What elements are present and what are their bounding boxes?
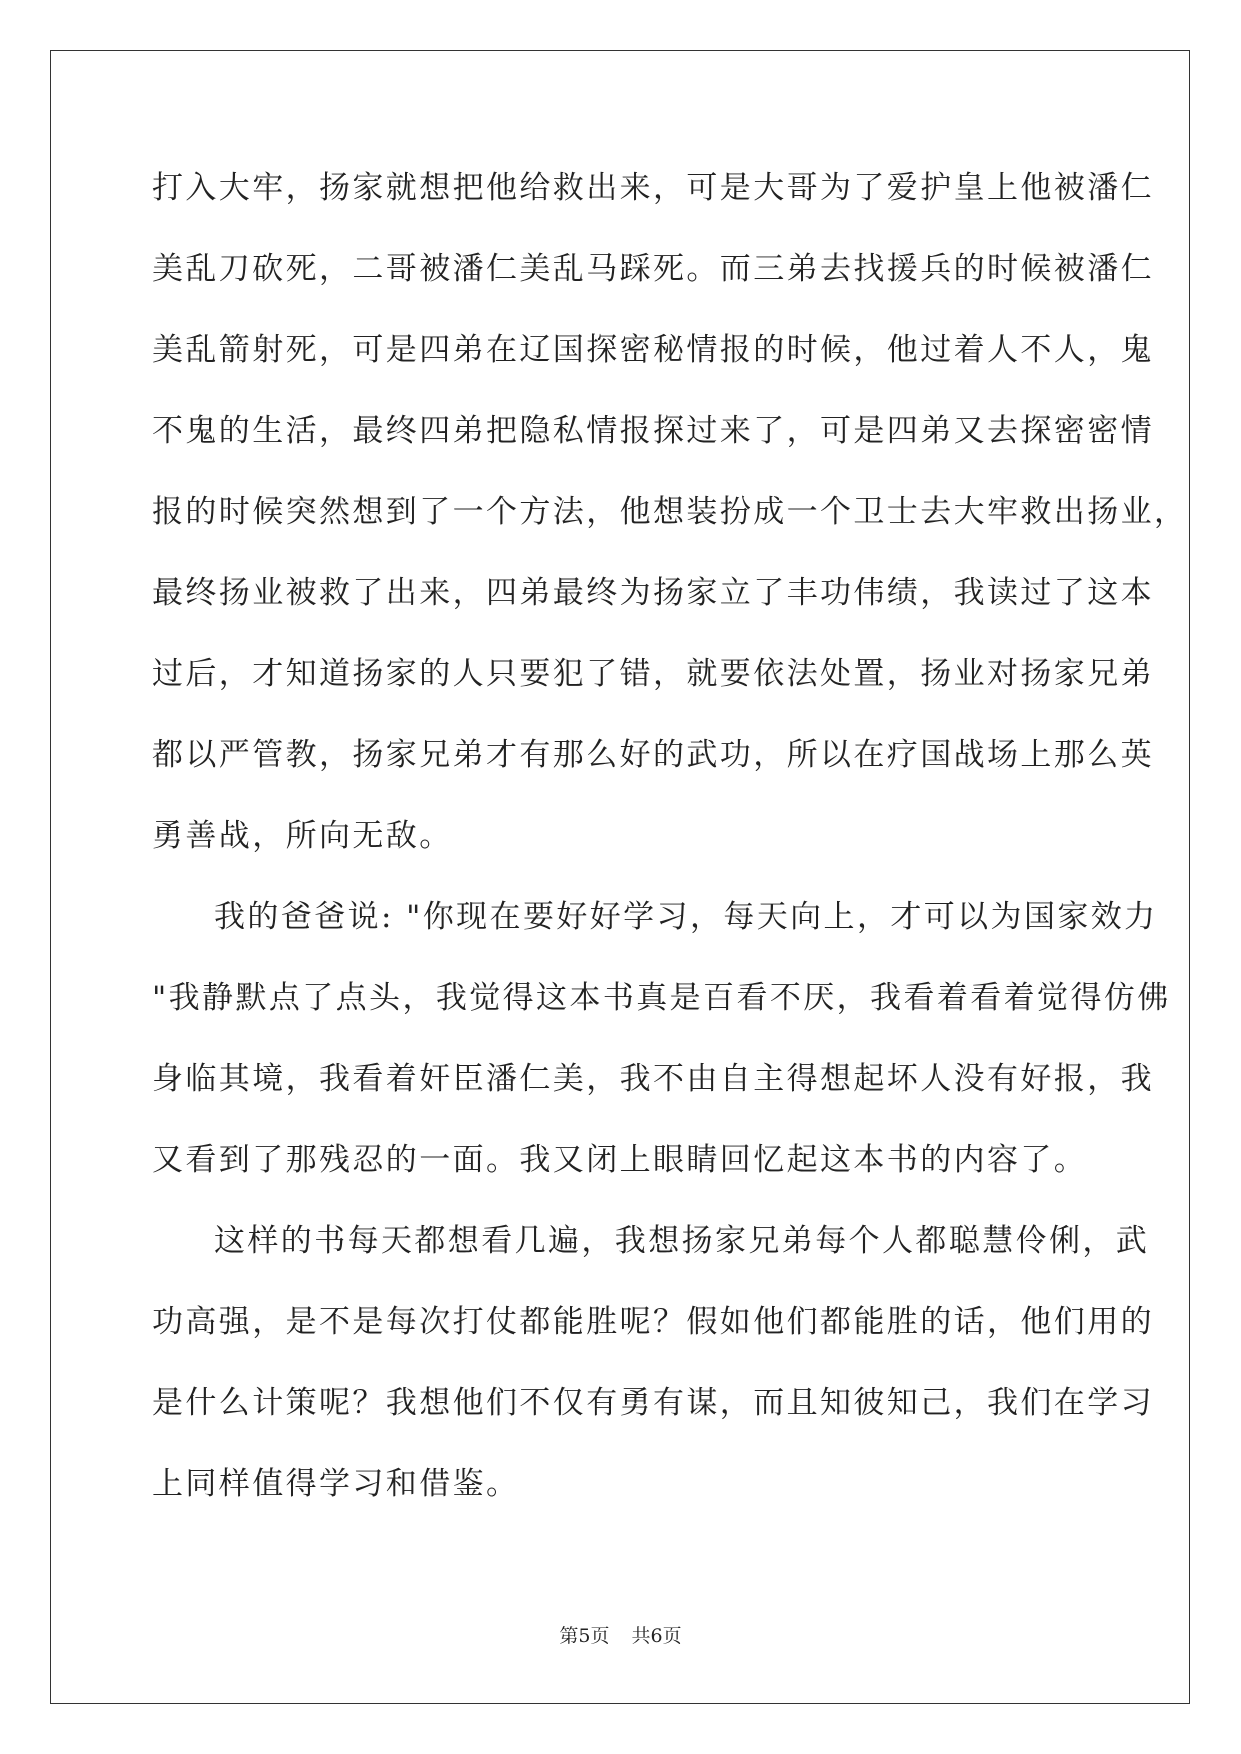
text-line: 勇善战，所向无敌。 (152, 818, 453, 854)
text-line: 这样的书每天都想看几遍，我想扬家兄弟每个人都聪慧伶俐，武 (214, 1223, 1150, 1259)
page-number: 第5页 (559, 1625, 610, 1647)
text-line: 我的爸爸说: "你现在要好好学习，每天向上，才可以为国家效力 (214, 899, 1158, 935)
text-line: 美乱刀砍死，二哥被潘仁美乱马踩死。而三弟去找援兵的时候被潘仁 (152, 251, 1154, 287)
text-line: 不鬼的生活，最终四弟把隐私情报探过来了，可是四弟又去探密密情 (152, 413, 1154, 449)
text-line: 是什么计策呢？我想他们不仅有勇有谋，而且知彼知己，我们在学习 (152, 1385, 1154, 1421)
text-line: 美乱箭射死，可是四弟在辽国探密秘情报的时候，他过着人不人，鬼 (152, 332, 1154, 368)
text-line: 上同样值得学习和借鉴。 (152, 1466, 520, 1502)
text-line: 打入大牢，扬家就想把他给救出来，可是大哥为了爱护皇上他被潘仁 (152, 170, 1154, 206)
text-line: 功高强，是不是每次打仗都能胜呢？假如他们都能胜的话，他们用的 (152, 1304, 1154, 1340)
page-footer (0, 1621, 1241, 1648)
paragraph-2 (152, 877, 1171, 1201)
text-line: "我静默点了点头，我觉得这本书真是百看不厌，我看着看着觉得仿佛 (152, 980, 1171, 1016)
text-line: 又看到了那残忍的一面。我又闭上眼睛回忆起这本书的内容了。 (152, 1142, 1088, 1178)
text-line: 报的时候突然想到了一个方法，他想装扮成一个卫士去大牢救出扬业， (152, 494, 1188, 530)
paragraph-3 (152, 1201, 1154, 1525)
document-body (152, 148, 1188, 1525)
text-line: 最终扬业被救了出来，四弟最终为扬家立了丰功伟绩，我读过了这本 (152, 575, 1154, 611)
text-line: 身临其境，我看着奸臣潘仁美，我不由自主得想起坏人没有好报，我 (152, 1061, 1154, 1097)
page-total: 共6页 (631, 1625, 682, 1647)
paragraph-1 (152, 148, 1188, 877)
text-line: 过后，才知道扬家的人只要犯了错，就要依法处置，扬业对扬家兄弟 (152, 656, 1154, 692)
text-line: 都以严管教，扬家兄弟才有那么好的武功，所以在疗国战场上那么英 (152, 737, 1154, 773)
